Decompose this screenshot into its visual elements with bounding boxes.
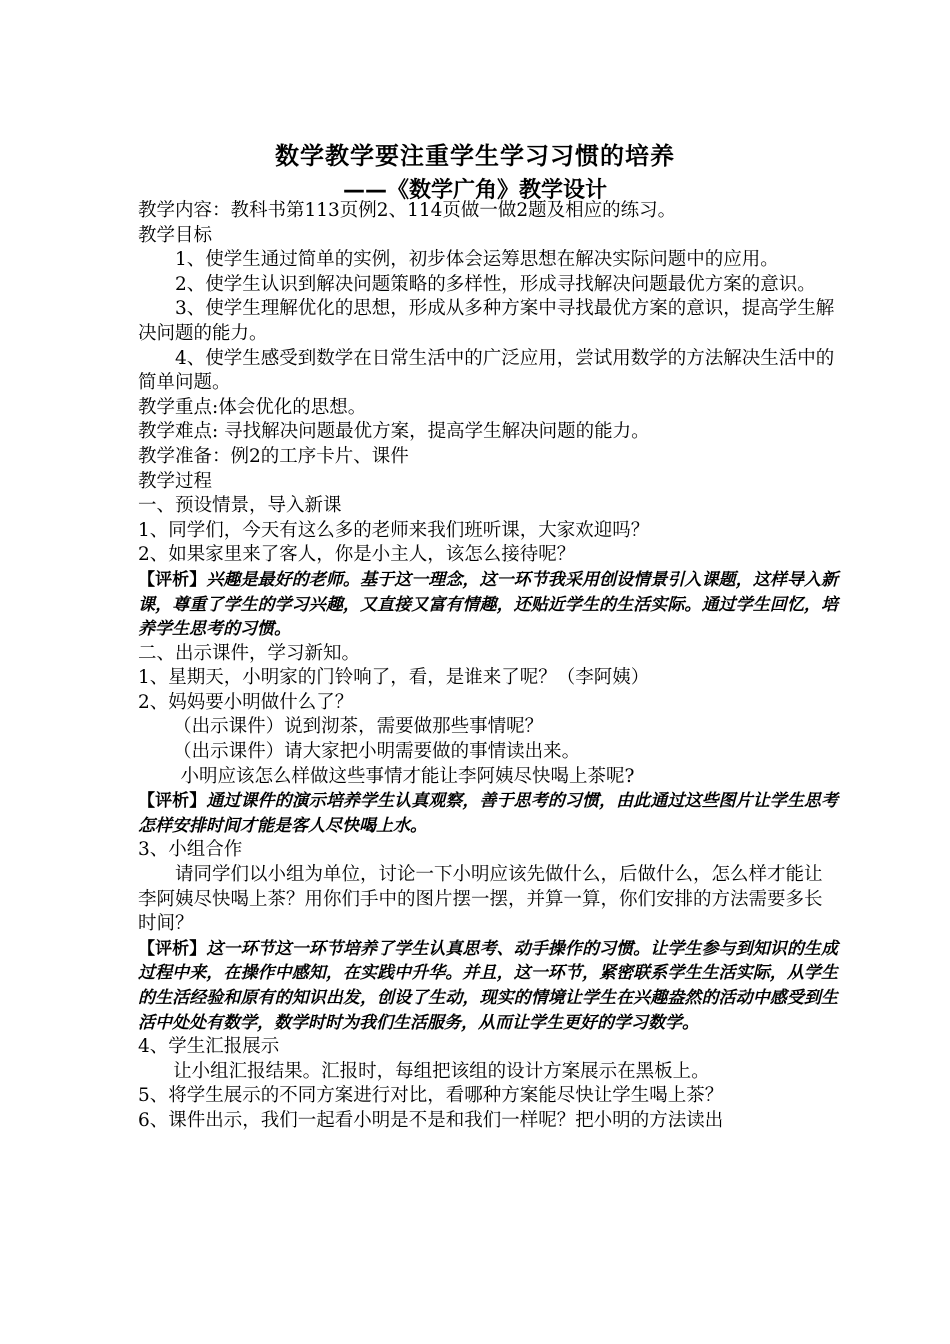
key-point: 教学重点:体会优化的思想。 [138,396,367,418]
section-2-item-2a: （出示课件）说到沏茶，需要做那些事情呢？ [173,716,544,738]
review-3 [138,937,838,1035]
section-2-item-3-text: 请同学们以小组为单位，讨论一下小明应该先做什么，后做什么，怎么样才能让李阿姨尽快喝上茶？用你们手中的图片摆一摆，并算一算，你们安排的方法需要多长时间？ [138,864,823,935]
preparation: 教学准备：例2的工序卡片、课件 [138,445,409,467]
section-2-item-2c: 小明应该怎么样做这些事情才能让李阿姨尽快喝上茶呢? [180,765,635,787]
section-2-item-4: 4、学生汇报展示 [138,1036,280,1058]
goal-3: 3、使学生理解优化的思想，形成从多种方案中寻找最优方案的意识，提高学生解决问题的能力。 [138,298,835,344]
process-heading: 教学过程 [138,470,213,492]
section-1-heading: 一、预设情景，导入新课 [138,495,342,517]
section-2-item-4-text: 让小组汇报结果。汇报时，每组把该组的设计方案展示在黑板上。 [173,1060,710,1082]
section-2-heading: 二、出示课件，学习新知。 [138,642,361,664]
document-subtitle: ——《数学广角》教学设计 [342,178,607,203]
review-label: 【评析】 [138,791,207,812]
review-label: 【评析】 [138,938,207,959]
section-2-item-2b: （出示课件）请大家把小明需要做的事情读出来。 [173,741,581,763]
goal-2: 2、使学生认识到解决问题策略的多样性，形成寻找解决问题最优方案的意识。 [175,273,816,295]
section-2-item-1: 1、星期天，小明家的门铃响了，看，是谁来了呢？（李阿姨） [138,667,650,689]
goal-4: 4、使学生感受到数学在日常生活中的广泛应用，尝试用数学的方法解决生活中的简单问题。 [138,347,835,394]
section-1-item-1: 1、同学们，今天有这么多的老师来我们班听课，大家欢迎吗？ [138,519,650,541]
section-1-item-2: 2、如果家里来了客人，你是小主人，该怎么接待呢？ [138,544,576,566]
document-body [138,199,838,1134]
review-label: 【评析】 [138,569,207,590]
review-text: 通过课件的演示培养学生认真观察，善于思考的习惯，由此通过这些图片让学生思考怎样安排时间才能是客人尽快喝上水。 [138,791,839,836]
section-2-item-2: 2、妈妈要小明做什么了？ [138,691,354,713]
review-2 [138,789,838,838]
section-2-item-3: 3、小组合作 [138,839,243,861]
difficulty: 教学难点: 寻找解决问题最优方案，提高学生解决问题的能力。 [138,421,650,443]
review-text: 兴趣是最好的老师。基于这一理念，这一环节我采用创设情景引入课题，这样导入新课，尊重了学生的学习兴趣，又直接又富有情趣，还贴近学生的生活实际。通过学生回忆，培养学生思考的习惯。 [138,569,839,640]
section-2-item-6: 6、课件出示，我们一起看小明是不是和我们一样呢？把小明的方法读出 [138,1109,724,1131]
goals-heading: 教学目标 [138,224,213,246]
review-text: 这一环节这一环节培养了学生认真思考、动手操作的习惯。让学生参与到知识的生成过程中来，在操作中感知，在实践中升华。并且，这一环节，紧密联系学生生活实际，从学生的生活经验和原有的知识出发，创设了生动，现实的情境让学生在兴趣盎然的活动中感受到生活中处处有数学，数学时时为我们生活服务，从而让学生更好的学习数学。 [138,938,839,1033]
document-title: 数学教学要注重学生学习习惯的培养 [275,142,675,170]
review-1 [138,568,838,642]
teaching-content: 教学内容：教科书第113页例2、114页做一做2题及相应的练习。 [138,200,677,221]
goal-1: 1、使学生通过简单的实例，初步体会运筹思想在解决实际问题中的应用。 [175,249,779,271]
section-2-item-5: 5、将学生展示的不同方案进行对比，看哪种方案能尽快让学生喝上茶？ [138,1085,724,1107]
